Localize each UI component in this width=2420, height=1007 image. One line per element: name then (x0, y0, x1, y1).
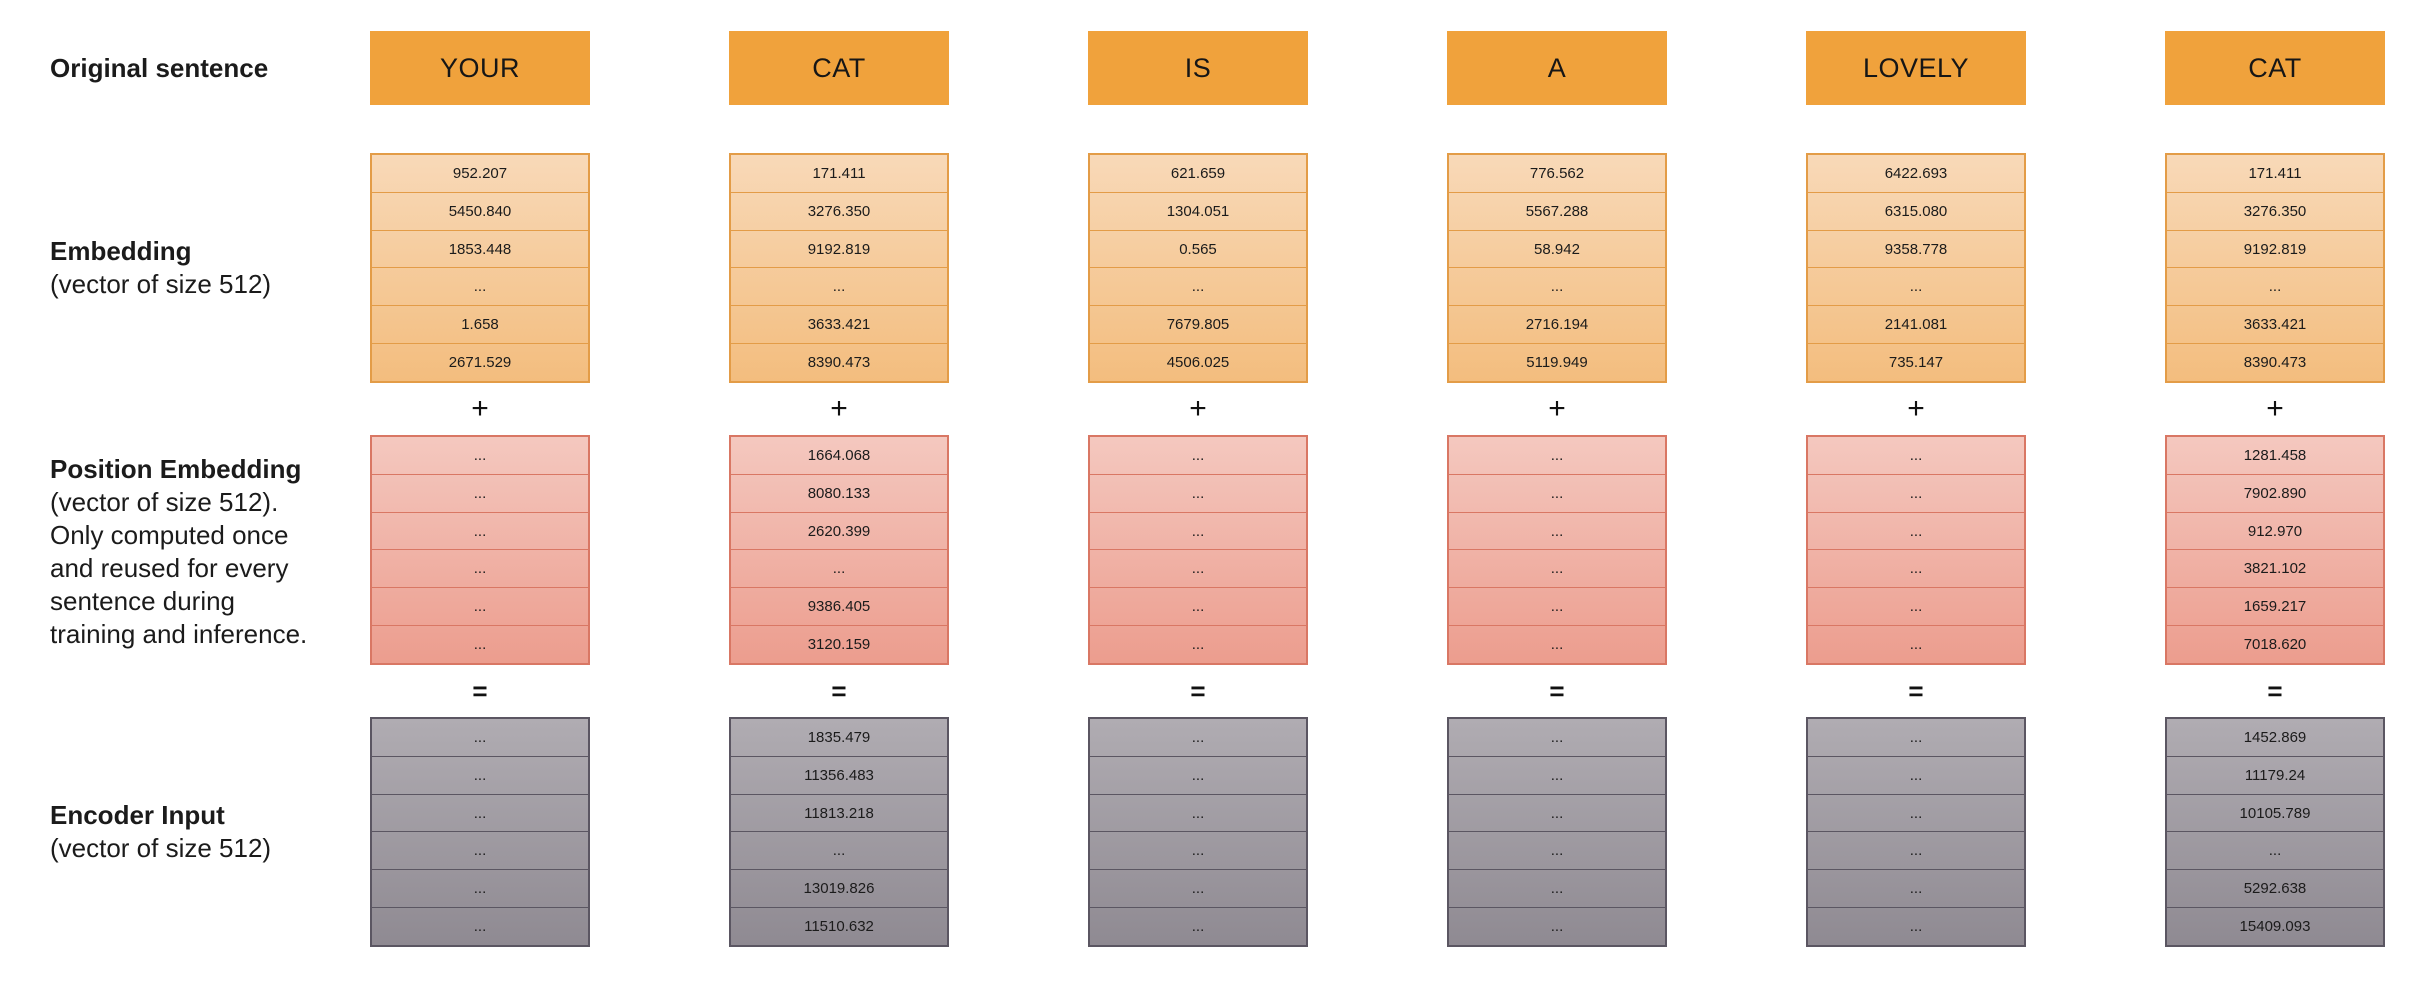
position-value-cell: ... (1090, 587, 1306, 625)
position-value-cell: ... (1449, 512, 1665, 550)
encoder-input-vector (1088, 717, 1308, 947)
embedding-value-cell: 1853.448 (372, 230, 588, 268)
embedding-vector (370, 153, 590, 383)
spacer (1806, 105, 2026, 153)
embedding-value-cell: 6422.693 (1884, 164, 1948, 182)
position-value-cell: ... (1090, 625, 1306, 663)
embedding-value-cell: ... (1808, 267, 2024, 305)
embedding-value-cell: 8390.473 (731, 343, 947, 381)
position-value-cell: ... (1449, 625, 1665, 663)
spacer (729, 105, 949, 153)
position-value-cell: ... (372, 625, 588, 663)
position-embedding-vector (370, 435, 590, 665)
encoder-value-cell: ... (1909, 728, 1923, 746)
embedding-value-cell: 4506.025 (1090, 343, 1306, 381)
encoder-input-label-subtitle: (vector of size 512) (50, 833, 272, 863)
encoder-input-vector (1447, 717, 1667, 947)
word-box: CAT (2165, 31, 2385, 105)
encoder-value-cell: 11813.218 (731, 794, 947, 832)
position-embedding-vector (1088, 435, 1308, 665)
position-value-cell: ... (1550, 446, 1564, 464)
embedding-value-cell: 8390.473 (2167, 343, 2383, 381)
word-box-container (2165, 31, 2385, 105)
encoder-value-cell: 5292.638 (2167, 869, 2383, 907)
embedding-value-cell: 5119.949 (1449, 343, 1665, 381)
embedding-value-cell: 5450.840 (372, 192, 588, 230)
position-value-cell: ... (372, 587, 588, 625)
spacer (370, 105, 590, 153)
position-value-cell: 2620.399 (731, 512, 947, 550)
encoder-input-vector (1806, 717, 2026, 947)
word-box-container (370, 31, 590, 105)
operator-row (2165, 383, 2385, 435)
plus-operator: + (1907, 392, 1925, 425)
plus-operator: + (2266, 392, 2284, 425)
encoder-value-cell: ... (1808, 794, 2024, 832)
equals-operator: = (472, 675, 488, 706)
operator-row (729, 383, 949, 435)
embedding-value-cell: 171.411 (2248, 164, 2302, 182)
embedding-value-cell: 1304.051 (1090, 192, 1306, 230)
word-box: A (1447, 31, 1667, 105)
embedding-value-cell: 3633.421 (2167, 305, 2383, 343)
encoder-value-cell: ... (1808, 869, 2024, 907)
position-value-cell: 1281.458 (2243, 446, 2307, 464)
position-embedding-label-line: (vector of size 512). (50, 487, 279, 517)
embedding-value-cell: ... (1090, 267, 1306, 305)
embedding-value-cell: 9358.778 (1808, 230, 2024, 268)
position-value-cell: ... (1090, 512, 1306, 550)
operator-row (1806, 383, 2026, 435)
position-value-cell: 1664.068 (807, 446, 871, 464)
word-box: CAT (729, 31, 949, 105)
position-value-cell: ... (1090, 474, 1306, 512)
position-value-cell: 1659.217 (2167, 587, 2383, 625)
equals-operator: = (831, 675, 847, 706)
embedding-value-cell: 171.411 (812, 164, 866, 182)
operator-row (1447, 665, 1667, 717)
encoder-value-cell: 11179.24 (2167, 756, 2383, 794)
embedding-value-cell: 2671.529 (372, 343, 588, 381)
plus-operator: + (1189, 392, 1207, 425)
encoder-value-cell: ... (1449, 756, 1665, 794)
embedding-value-cell: 735.147 (1808, 343, 2024, 381)
position-value-cell: ... (372, 474, 588, 512)
position-value-cell: ... (372, 549, 588, 587)
embedding-value-cell: 7679.805 (1090, 305, 1306, 343)
spacer (50, 383, 355, 435)
embedding-vector (2165, 153, 2385, 383)
spacer (2165, 105, 2385, 153)
original-sentence-label (50, 31, 355, 105)
position-value-cell: ... (1909, 446, 1923, 464)
equals-operator: = (1190, 675, 1206, 706)
position-value-cell: 3120.159 (731, 625, 947, 663)
encoder-value-cell: ... (1449, 794, 1665, 832)
embedding-value-cell: 2141.081 (1808, 305, 2024, 343)
encoder-value-cell: ... (1550, 728, 1564, 746)
encoder-value-cell: ... (731, 831, 947, 869)
embedding-value-cell: ... (372, 267, 588, 305)
spacer (50, 105, 355, 153)
embedding-value-cell: ... (1449, 267, 1665, 305)
spacer (1447, 105, 1667, 153)
encoder-input-label-title: Encoder Input (50, 800, 225, 830)
operator-row (729, 665, 949, 717)
encoder-value-cell: ... (372, 869, 588, 907)
word-box: LOVELY (1806, 31, 2026, 105)
embedding-value-cell: 9192.819 (2167, 230, 2383, 268)
position-value-cell: 912.970 (2167, 512, 2383, 550)
operator-row (370, 665, 590, 717)
position-embedding-vector (2165, 435, 2385, 665)
position-embedding-vector (729, 435, 949, 665)
position-value-cell: 7018.620 (2167, 625, 2383, 663)
word-box-container (1088, 31, 1308, 105)
encoder-input-label (50, 717, 355, 947)
operator-row (1088, 383, 1308, 435)
encoder-value-cell: 13019.826 (731, 869, 947, 907)
encoder-value-cell: ... (1449, 831, 1665, 869)
embedding-label-title: Embedding (50, 236, 192, 266)
plus-operator: + (471, 392, 489, 425)
original-sentence-label-text: Original sentence (50, 52, 269, 83)
embedding-value-cell: 952.207 (452, 164, 508, 182)
position-value-cell: ... (1808, 587, 2024, 625)
word-box-container (1447, 31, 1667, 105)
embedding-label-subtitle: (vector of size 512) (50, 269, 272, 299)
position-embedding-label (50, 435, 355, 665)
position-value-cell: ... (731, 549, 947, 587)
position-value-cell: ... (372, 512, 588, 550)
embedding-value-cell: ... (731, 267, 947, 305)
position-value-cell: ... (1191, 446, 1205, 464)
encoder-value-cell: 1835.479 (807, 728, 871, 746)
embedding-value-cell: 9192.819 (731, 230, 947, 268)
encoder-value-cell: ... (372, 907, 588, 945)
embedding-value-cell: 3633.421 (731, 305, 947, 343)
position-value-cell: ... (473, 446, 487, 464)
equals-operator: = (1908, 675, 1924, 706)
spacer (50, 665, 355, 717)
encoder-value-cell: ... (2167, 831, 2383, 869)
encoder-value-cell: ... (1090, 794, 1306, 832)
position-value-cell: ... (1090, 549, 1306, 587)
encoder-input-vector (2165, 717, 2385, 947)
position-value-cell: ... (1449, 474, 1665, 512)
operator-row (2165, 665, 2385, 717)
encoder-value-cell: ... (473, 728, 487, 746)
position-value-cell: ... (1808, 549, 2024, 587)
embedding-label (50, 153, 355, 383)
position-embedding-label-line: training and inference. (50, 619, 308, 649)
encoder-value-cell: ... (1090, 907, 1306, 945)
embedding-value-cell: 3276.350 (731, 192, 947, 230)
encoder-value-cell: 10105.789 (2167, 794, 2383, 832)
position-embedding-label-title: Position Embedding (50, 454, 302, 484)
encoder-input-vector (729, 717, 949, 947)
word-column-4-a (1447, 31, 1667, 947)
position-value-cell: ... (1808, 625, 2024, 663)
position-value-cell: 3821.102 (2167, 549, 2383, 587)
embedding-vector (729, 153, 949, 383)
position-embedding-vector (1447, 435, 1667, 665)
embedding-value-cell: 3276.350 (2167, 192, 2383, 230)
encoder-value-cell: ... (372, 794, 588, 832)
embedding-value-cell: 0.565 (1090, 230, 1306, 268)
word-box: IS (1088, 31, 1308, 105)
embedding-value-cell: ... (2167, 267, 2383, 305)
encoder-value-cell: ... (1808, 907, 2024, 945)
word-column-2-cat (729, 31, 949, 947)
position-value-cell: 8080.133 (731, 474, 947, 512)
embedding-vector (1088, 153, 1308, 383)
labels-column (50, 31, 355, 947)
position-embedding-vector (1806, 435, 2026, 665)
encoder-value-cell: ... (1449, 907, 1665, 945)
position-value-cell: ... (1808, 474, 2024, 512)
encoder-value-cell: ... (1191, 728, 1205, 746)
embedding-value-cell: 2716.194 (1449, 305, 1665, 343)
word-column-6-cat (2165, 31, 2385, 947)
encoder-input-vector (370, 717, 590, 947)
plus-operator: + (1548, 392, 1566, 425)
encoder-value-cell: ... (1090, 756, 1306, 794)
encoder-value-cell: ... (1808, 831, 2024, 869)
embedding-vector (1806, 153, 2026, 383)
equals-operator: = (1549, 675, 1565, 706)
plus-operator: + (830, 392, 848, 425)
encoder-value-cell: ... (372, 831, 588, 869)
embedding-value-cell: 621.659 (1170, 164, 1226, 182)
word-column-3-is (1088, 31, 1308, 947)
encoder-value-cell: 11356.483 (731, 756, 947, 794)
embedding-value-cell: 58.942 (1449, 230, 1665, 268)
embedding-value-cell: 1.658 (372, 305, 588, 343)
word-box-container (729, 31, 949, 105)
embedding-value-cell: 6315.080 (1808, 192, 2024, 230)
position-value-cell: ... (1449, 587, 1665, 625)
embedding-value-cell: 5567.288 (1449, 192, 1665, 230)
encoder-value-cell: 15409.093 (2167, 907, 2383, 945)
position-value-cell: ... (1449, 549, 1665, 587)
encoder-value-cell: ... (372, 756, 588, 794)
encoder-value-cell: 1452.869 (2243, 728, 2307, 746)
word-column-1-your (370, 31, 590, 947)
word-box: YOUR (370, 31, 590, 105)
encoder-value-cell: ... (1808, 756, 2024, 794)
encoder-value-cell: ... (1090, 831, 1306, 869)
position-embedding-label-line: Only computed once (50, 520, 289, 550)
operator-row (1088, 665, 1308, 717)
operator-row (1806, 665, 2026, 717)
word-box-container (1806, 31, 2026, 105)
position-value-cell: 9386.405 (731, 587, 947, 625)
operator-row (1447, 383, 1667, 435)
spacer (1088, 105, 1308, 153)
position-value-cell: 7902.890 (2167, 474, 2383, 512)
equals-operator: = (2267, 675, 2283, 706)
operator-row (370, 383, 590, 435)
position-embedding-label-line: sentence during (50, 586, 236, 616)
encoder-value-cell: 11510.632 (731, 907, 947, 945)
position-value-cell: ... (1808, 512, 2024, 550)
encoder-value-cell: ... (1090, 869, 1306, 907)
position-embedding-label-line: and reused for every (50, 553, 289, 583)
encoder-value-cell: ... (1449, 869, 1665, 907)
word-column-5-lovely (1806, 31, 2026, 947)
embedding-value-cell: 776.562 (1529, 164, 1585, 182)
embedding-vector (1447, 153, 1667, 383)
